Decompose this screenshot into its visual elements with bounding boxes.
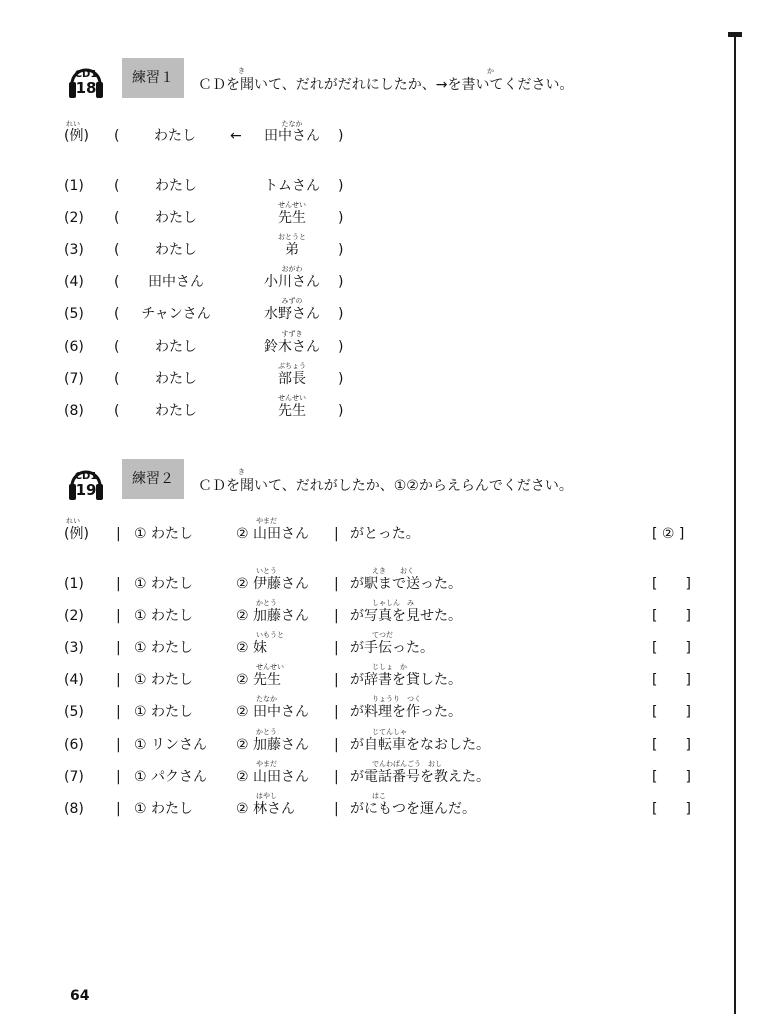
option-1: ① パクさん <box>134 769 208 785</box>
answer-box[interactable]: [ ] <box>652 608 691 624</box>
exercise-row <box>0 701 768 723</box>
instruction-text: ＣＤを聞いて、だれがだれにしたか、→を書いてください。 <box>198 77 574 93</box>
predicate-ruby: しゃしん み <box>372 599 414 607</box>
option-2: ② 山田さん <box>236 526 310 542</box>
giver-name: わたし <box>155 339 197 355</box>
option-2: ② 山田さん <box>236 769 310 785</box>
exercise-tag: 練習１ <box>122 58 184 98</box>
bracket-bar: | <box>116 737 121 753</box>
arrow: ← <box>230 128 242 144</box>
instruction-ruby: か <box>487 67 494 75</box>
item-number: (5) <box>64 704 84 720</box>
option-ruby: いもうと <box>256 631 284 639</box>
exercise-row <box>0 175 768 197</box>
item-number: (7) <box>64 769 84 785</box>
bracket-bar: | <box>116 801 121 817</box>
bracket-bar: | <box>116 576 121 592</box>
cd-label: CD1 <box>74 69 98 80</box>
exercise-row <box>0 368 768 390</box>
bracket-bar: | <box>334 737 339 753</box>
option-ruby: たなか <box>256 695 277 703</box>
item-number: (6) <box>64 737 84 753</box>
exercise-row <box>0 303 768 325</box>
giver-name: わたし <box>155 371 197 387</box>
item-number: (5) <box>64 306 84 322</box>
exercise-row <box>0 669 768 691</box>
instruction-text: ＣＤを聞いて、だれがしたか、①②からえらんでください。 <box>198 478 573 494</box>
example-row <box>0 125 768 147</box>
option-2: ② 妹 <box>236 640 268 656</box>
bracket-bar: | <box>116 608 121 624</box>
item-number: (3) <box>64 640 84 656</box>
giver-name: わたし <box>155 403 197 419</box>
item-number: (1) <box>64 178 84 194</box>
answer-box[interactable]: [ ] <box>652 737 691 753</box>
bracket-bar: | <box>334 608 339 624</box>
exercise-row <box>0 766 768 788</box>
name-ruby: おとうと <box>278 233 306 241</box>
giver-name: わたし <box>155 178 197 194</box>
receiver-name: 水野さん <box>264 306 320 322</box>
giver-name: わたし <box>155 242 197 258</box>
option-2: ② 伊藤さん <box>236 576 310 592</box>
answer-box[interactable]: [ ] <box>652 672 691 688</box>
exercise-row <box>0 573 768 595</box>
item-number: (2) <box>64 210 84 226</box>
option-2: ② 加藤さん <box>236 737 310 753</box>
bracket-bar: | <box>334 576 339 592</box>
option-1: ① わたし <box>134 526 194 542</box>
name-ruby: せんせい <box>278 394 306 402</box>
receiver-name: 田中さん <box>264 128 320 144</box>
predicate: がにもつを運んだ。 <box>350 801 476 817</box>
predicate-ruby: はこ <box>372 792 386 800</box>
name-ruby: みずの <box>281 297 303 305</box>
cd-headphones-icon <box>66 60 106 104</box>
option-ruby: やまだ <box>256 517 277 525</box>
predicate-ruby: りょうり つく <box>372 695 421 703</box>
item-number: (8) <box>64 403 84 419</box>
paren-open: ( <box>114 371 120 387</box>
bracket-bar: | <box>334 672 339 688</box>
item-number: (6) <box>64 339 84 355</box>
option-2: ② 田中さん <box>236 704 310 720</box>
predicate: が写真を見せた。 <box>350 608 462 624</box>
option-1: ① わたし <box>134 801 194 817</box>
receiver-name: 先生 <box>278 403 306 419</box>
giver-name: 田中さん <box>148 274 204 290</box>
name-ruby: おがわ <box>281 265 303 273</box>
paren-close: ) <box>338 371 344 387</box>
cd-track-number: 18 <box>75 79 97 97</box>
paren-open: ( <box>114 242 120 258</box>
bracket-bar: | <box>116 704 121 720</box>
option-1: ① わたし <box>134 608 194 624</box>
option-ruby: かとう <box>256 728 277 736</box>
bracket-bar: | <box>116 526 121 542</box>
item-number: (7) <box>64 371 84 387</box>
option-ruby: やまだ <box>256 760 277 768</box>
option-1: ① わたし <box>134 576 194 592</box>
predicate: が駅まで送った。 <box>350 576 462 592</box>
example-label: (例) <box>64 526 89 542</box>
exercise-row <box>0 207 768 229</box>
answer-box[interactable]: [ ] <box>652 704 691 720</box>
example-label: (例) <box>64 128 89 144</box>
option-2: ② 林さん <box>236 801 296 817</box>
predicate-ruby: じしょ か <box>372 663 407 671</box>
predicate: が辞書を貸した。 <box>350 672 462 688</box>
name-ruby: すずき <box>281 330 303 338</box>
exercise-row <box>0 400 768 422</box>
paren-open: ( <box>114 128 120 144</box>
paren-close: ) <box>338 403 344 419</box>
paren-close: ) <box>338 178 344 194</box>
answer-box: [ ② ] <box>652 526 685 542</box>
example-label-ruby: れい <box>66 517 80 525</box>
option-ruby: せんせい <box>256 663 284 671</box>
item-number: (1) <box>64 576 84 592</box>
answer-box[interactable]: [ ] <box>652 769 691 785</box>
cd-label: CD1 <box>74 471 98 482</box>
giver-name: チャンさん <box>141 306 211 322</box>
paren-close: ) <box>338 339 344 355</box>
paren-close: ) <box>338 210 344 226</box>
exercise-row <box>0 336 768 358</box>
receiver-name: 弟 <box>285 242 299 258</box>
name-ruby: せんせい <box>278 201 306 209</box>
example-row <box>0 523 768 545</box>
predicate-ruby: てつだ <box>372 631 393 639</box>
option-2: ② 先生 <box>236 672 282 688</box>
giver-name: わたし <box>155 210 197 226</box>
receiver-name: トムさん <box>264 178 320 194</box>
bracket-bar: | <box>334 769 339 785</box>
cd-headphones-icon <box>66 462 106 506</box>
receiver-name: 鈴木さん <box>264 339 320 355</box>
option-1: ① わたし <box>134 704 194 720</box>
bracket-bar: | <box>334 801 339 817</box>
predicate: がとった。 <box>350 526 420 542</box>
answer-box[interactable]: [ ] <box>652 640 691 656</box>
name-ruby: ぶちょう <box>278 362 306 370</box>
instruction-ruby: き <box>238 468 245 476</box>
item-number: (8) <box>64 801 84 817</box>
option-ruby: いとう <box>256 567 277 575</box>
paren-open: ( <box>114 306 120 322</box>
bracket-bar: | <box>116 640 121 656</box>
paren-close: ) <box>338 274 344 290</box>
exercise-row <box>0 734 768 756</box>
answer-box[interactable]: [ ] <box>652 801 691 817</box>
bracket-bar: | <box>334 704 339 720</box>
instruction-ruby: き <box>238 67 245 75</box>
predicate: が電話番号を教えた。 <box>350 769 490 785</box>
paren-open: ( <box>114 210 120 226</box>
option-2: ② 加藤さん <box>236 608 310 624</box>
exercise-row <box>0 605 768 627</box>
bracket-bar: | <box>116 672 121 688</box>
exercise-row <box>0 239 768 261</box>
option-ruby: かとう <box>256 599 277 607</box>
paren-open: ( <box>114 403 120 419</box>
option-1: ① リンさん <box>134 737 208 753</box>
item-number: (4) <box>64 672 84 688</box>
item-number: (4) <box>64 274 84 290</box>
predicate-ruby: えき おく <box>372 567 414 575</box>
receiver-name: 部長 <box>278 371 306 387</box>
option-ruby: はやし <box>256 792 277 800</box>
predicate: が手伝った。 <box>350 640 434 656</box>
option-1: ① わたし <box>134 672 194 688</box>
bracket-bar: | <box>334 526 339 542</box>
item-number: (2) <box>64 608 84 624</box>
paren-close: ) <box>338 242 344 258</box>
bracket-bar: | <box>116 769 121 785</box>
predicate: が自転車をなおした。 <box>350 737 490 753</box>
example-label-ruby: れい <box>66 120 80 128</box>
paren-open: ( <box>114 274 120 290</box>
name-ruby: たなか <box>281 120 303 128</box>
exercise-row <box>0 798 768 820</box>
exercise-row <box>0 637 768 659</box>
predicate: が料理を作った。 <box>350 704 462 720</box>
option-1: ① わたし <box>134 640 194 656</box>
receiver-name: 先生 <box>278 210 306 226</box>
paren-open: ( <box>114 339 120 355</box>
receiver-name: 小川さん <box>264 274 320 290</box>
paren-open: ( <box>114 178 120 194</box>
exercise-row <box>0 271 768 293</box>
answer-box[interactable]: [ ] <box>652 576 691 592</box>
cd-track-number: 19 <box>75 481 97 499</box>
paren-close: ) <box>338 306 344 322</box>
paren-close: ) <box>338 128 344 144</box>
predicate-ruby: じてんしゃ <box>372 728 407 736</box>
page-number: 64 <box>70 988 90 1004</box>
predicate-ruby: でんわばんごう おし <box>372 760 442 768</box>
exercise-tag: 練習２ <box>122 459 184 499</box>
bracket-bar: | <box>334 640 339 656</box>
item-number: (3) <box>64 242 84 258</box>
giver-name: わたし <box>154 128 196 144</box>
